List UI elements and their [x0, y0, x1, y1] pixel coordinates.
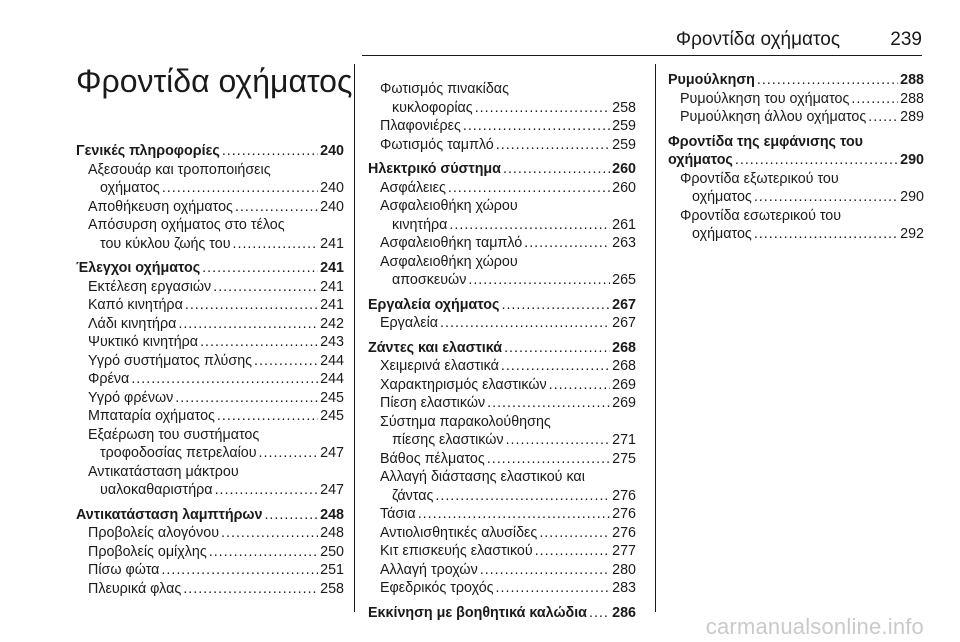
- toc-entry-page: 258: [612, 99, 636, 116]
- toc-entry[interactable]: [368, 216, 636, 235]
- toc-entry-title: Έλεγχοι οχήματος: [76, 260, 201, 276]
- toc-entry[interactable]: [368, 413, 636, 432]
- toc-entry[interactable]: [368, 253, 636, 272]
- toc-section-entry[interactable]: [368, 604, 636, 623]
- toc-entry-title: Βάθος πέλματος: [380, 450, 485, 467]
- toc-entry[interactable]: [76, 389, 344, 408]
- toc-entry-page: 261: [612, 216, 636, 233]
- toc-entry[interactable]: [368, 394, 636, 413]
- dot-leader: [468, 271, 610, 290]
- toc-entry-title: Εφεδρικός τροχός: [380, 580, 494, 596]
- toc-entry-title: Πίεση ελαστικών: [380, 395, 486, 411]
- toc-entry-title: Ασφαλειοθήκη χώρου: [380, 198, 518, 214]
- dot-leader: [222, 142, 318, 161]
- toc-entry-title: Χειμερινά ελαστικά: [380, 358, 499, 374]
- dot-leader: [524, 234, 610, 253]
- toc-entry-page: 258: [320, 580, 344, 597]
- toc-entry-page: 250: [320, 543, 344, 560]
- dot-leader: [754, 225, 898, 244]
- toc-entry-title: του κύκλου ζωής του: [100, 235, 231, 252]
- dot-leader: [440, 314, 610, 333]
- toc-entry-title: Αλλαγή τροχών: [380, 561, 478, 578]
- toc-entry[interactable]: [76, 524, 344, 543]
- column-divider-1: [354, 64, 355, 612]
- toc-entry-page: 268: [612, 358, 636, 374]
- toc-entry-title: Χαρακτηρισμός ελαστικών: [380, 376, 547, 393]
- toc-entry[interactable]: [368, 271, 636, 290]
- toc-entry-page: 243: [320, 334, 344, 350]
- toc-entry-title: Εξαέρωση του συστήματος: [88, 426, 260, 443]
- toc-entry-page: 259: [612, 136, 636, 153]
- dot-leader: [209, 543, 318, 562]
- toc-entry-title: Ρυμούλκηση άλλου οχήματος: [680, 109, 867, 125]
- toc-entry-title: οχήματος: [100, 180, 160, 196]
- toc-entry-title: Σύστημα παρακολούθησης: [380, 413, 551, 430]
- toc-entry-page: 248: [320, 525, 344, 541]
- dot-leader: [757, 71, 898, 90]
- toc-section-entry[interactable]: [76, 142, 344, 161]
- dot-leader: [162, 179, 318, 198]
- toc-entry[interactable]: [76, 216, 344, 235]
- toc-entry-title: Πλαφονιέρες: [380, 118, 461, 134]
- toc-entry-title: υαλοκαθαριστήρα: [100, 482, 213, 498]
- toc-entry-title: Πίσω φώτα: [88, 562, 160, 578]
- toc-entry-title: Πλευρικά φλας: [88, 580, 182, 597]
- dot-leader: [175, 389, 318, 408]
- dot-leader: [183, 580, 318, 599]
- toc-entry-title: Αξεσουάρ και τροποποιήσεις: [88, 161, 271, 178]
- toc-entry[interactable]: [368, 136, 636, 155]
- toc-entry[interactable]: [76, 333, 344, 352]
- toc-entry[interactable]: [368, 524, 636, 543]
- toc-entry-title: Ρυμούλκηση: [668, 72, 755, 88]
- toc-column-1: [76, 142, 344, 598]
- toc-entry-title: Φροντίδα εξωτερικού του: [680, 170, 839, 187]
- dot-leader: [221, 524, 318, 543]
- dot-leader: [418, 505, 610, 524]
- dot-leader: [549, 376, 611, 395]
- toc-entry-title: Εκκίνηση με βοηθητικά καλώδια: [368, 604, 587, 621]
- toc-section-entry[interactable]: [368, 160, 636, 179]
- toc-entry[interactable]: [76, 370, 344, 389]
- toc-entry-title: Ρυμούλκηση του οχήματος: [680, 90, 850, 107]
- dot-leader: [264, 506, 318, 525]
- toc-entry-page: 244: [320, 371, 344, 387]
- toc-entry-page: 267: [612, 315, 636, 331]
- toc-entry-page: 265: [612, 272, 636, 288]
- dot-leader: [217, 407, 318, 426]
- toc-entry-page: 240: [320, 143, 344, 159]
- toc-entry[interactable]: [368, 179, 636, 198]
- toc-entry-page: 241: [320, 260, 344, 276]
- dot-leader: [480, 561, 610, 580]
- dot-leader: [449, 216, 610, 235]
- dot-leader: [754, 188, 898, 207]
- toc-entry[interactable]: [368, 117, 636, 136]
- dot-leader: [233, 235, 319, 254]
- toc-entry-page: 269: [612, 376, 636, 393]
- toc-entry-page: 240: [320, 198, 344, 215]
- dot-leader: [501, 357, 610, 376]
- dot-leader: [254, 352, 318, 371]
- toc-entry[interactable]: [76, 161, 344, 180]
- dot-leader: [504, 339, 610, 358]
- toc-entry-title: Αντικατάσταση λαμπτήρων: [76, 506, 263, 523]
- toc-entry-page: 271: [612, 432, 636, 448]
- dot-leader: [435, 487, 610, 506]
- toc-entry[interactable]: [368, 99, 636, 118]
- toc-entry-page: 290: [900, 152, 924, 168]
- toc-entry[interactable]: [76, 315, 344, 334]
- toc-entry[interactable]: [76, 463, 344, 482]
- toc-entry[interactable]: [76, 235, 344, 254]
- toc-entry-title: Τάσια: [380, 506, 416, 522]
- toc-entry[interactable]: [368, 357, 636, 376]
- toc-entry-page: 288: [900, 90, 924, 107]
- dot-leader: [487, 394, 610, 413]
- toc-entry[interactable]: [76, 426, 344, 445]
- toc-entry-page: 260: [612, 161, 636, 177]
- toc-entry-page: 245: [320, 389, 344, 406]
- toc-entry-title: Εργαλεία οχήματος: [368, 296, 500, 313]
- toc-entry-title: κινητήρα: [392, 216, 448, 233]
- toc-entry-page: 263: [612, 235, 636, 251]
- dot-leader: [213, 278, 318, 297]
- toc-entry-page: 280: [612, 561, 636, 578]
- toc-entry-page: 290: [900, 189, 924, 205]
- toc-column-2: [368, 80, 636, 622]
- toc-entry-title: Φροντίδα εσωτερικού του: [680, 207, 842, 224]
- toc-entry-title: Λάδι κινητήρα: [88, 315, 177, 332]
- dot-leader: [161, 561, 318, 580]
- toc-entry-page: 251: [320, 562, 344, 578]
- toc-entry[interactable]: [368, 197, 636, 216]
- header-rule: [362, 55, 922, 56]
- toc-entry-title: Ψυκτικό κινητήρα: [88, 334, 199, 350]
- toc-entry-title: Φωτισμός ταμπλό: [380, 136, 494, 153]
- dot-leader: [496, 136, 610, 155]
- dot-leader: [487, 450, 610, 469]
- toc-entry-title: Υγρό φρένων: [88, 389, 174, 406]
- toc-section-entry[interactable]: [76, 506, 344, 525]
- toc-entry[interactable]: [368, 376, 636, 395]
- toc-entry[interactable]: [368, 505, 636, 524]
- toc-entry-page: 268: [612, 339, 636, 356]
- toc-entry-title: Αντικατάσταση μάκτρου: [88, 463, 239, 480]
- toc-entry-page: 267: [612, 296, 636, 313]
- toc-entry[interactable]: [668, 170, 924, 189]
- dot-leader: [215, 481, 319, 500]
- chapter-title: Φροντίδα οχήματος: [76, 63, 353, 99]
- toc-entry[interactable]: [76, 352, 344, 371]
- toc-entry-page: 260: [612, 179, 636, 196]
- toc-entry-page: 292: [900, 226, 924, 242]
- dot-leader: [506, 431, 611, 450]
- toc-entry-title: Αποθήκευση οχήματος: [88, 198, 233, 215]
- toc-entry-page: 276: [612, 524, 636, 541]
- toc-entry-title: Ασφαλειοθήκη χώρου: [380, 253, 518, 270]
- toc-entry[interactable]: [368, 579, 636, 598]
- toc-entry-page: 244: [320, 352, 344, 369]
- toc-section-entry[interactable]: [76, 259, 344, 278]
- toc-entry[interactable]: [76, 198, 344, 217]
- toc-entry[interactable]: [76, 407, 344, 426]
- toc-entry-title: Φρένα: [88, 371, 130, 387]
- toc-entry-title: κυκλοφορίας: [392, 99, 473, 116]
- dot-leader: [503, 160, 610, 179]
- toc-entry-title: τροφοδοσίας πετρελαίου: [100, 445, 257, 461]
- toc-entry[interactable]: [76, 561, 344, 580]
- toc-entry-title: ζάντας: [392, 487, 434, 504]
- toc-entry[interactable]: [368, 487, 636, 506]
- toc-entry[interactable]: [668, 188, 924, 207]
- toc-entry[interactable]: [76, 296, 344, 315]
- toc-section-entry[interactable]: [368, 339, 636, 358]
- toc-entry-title: Προβολείς αλογόνου: [88, 525, 220, 541]
- toc-entry-title: οχήματος: [692, 226, 752, 242]
- toc-entry-page: 286: [612, 604, 636, 621]
- toc-entry-page: 241: [320, 235, 344, 252]
- toc-entry-title: Κιτ επισκευής ελαστικού: [380, 543, 533, 559]
- toc-entry-page: 247: [320, 482, 344, 498]
- dot-leader: [868, 108, 898, 127]
- dot-leader: [851, 90, 898, 109]
- toc-entry-page: 247: [320, 445, 344, 461]
- toc-entry[interactable]: [76, 580, 344, 599]
- dot-leader: [131, 370, 318, 389]
- toc-entry-page: 240: [320, 180, 344, 196]
- toc-entry[interactable]: [368, 234, 636, 253]
- toc-entry[interactable]: [368, 431, 636, 450]
- column-divider-2: [655, 64, 656, 612]
- toc-entry-page: 277: [612, 543, 636, 559]
- toc-entry-title: Ζάντες και ελαστικά: [368, 339, 503, 356]
- dot-leader: [202, 259, 318, 278]
- toc-entry[interactable]: [368, 314, 636, 333]
- toc-entry-title: Απόσυρση οχήματος στο τέλος: [88, 217, 285, 233]
- toc-entry-title: Καπό κινητήρα: [88, 297, 183, 313]
- toc-entry-title: Υγρό συστήματος πλύσης: [88, 352, 253, 369]
- dot-leader: [539, 524, 610, 543]
- dot-leader: [463, 117, 610, 136]
- toc-entry[interactable]: [668, 225, 924, 244]
- toc-entry-page: 276: [612, 487, 636, 504]
- page-header: [0, 0, 960, 60]
- toc-entry-title: αποσκευών: [392, 272, 467, 288]
- toc-section-entry[interactable]: [668, 151, 924, 170]
- dot-leader: [501, 296, 610, 315]
- toc-entry-title: οχήματος: [668, 152, 733, 168]
- toc-entry[interactable]: [368, 450, 636, 469]
- toc-entry[interactable]: [368, 542, 636, 561]
- toc-column-3: [668, 71, 924, 244]
- toc-entry-page: 276: [612, 506, 636, 522]
- toc-entry-title: Φροντίδα της εμφάνισης του: [668, 133, 863, 150]
- toc-entry[interactable]: [668, 207, 924, 226]
- toc-entry-page: 275: [612, 450, 636, 467]
- dot-leader: [185, 296, 318, 315]
- toc-entry-page: 248: [320, 506, 344, 523]
- dot-leader: [535, 542, 610, 561]
- toc-entry-page: 289: [900, 109, 924, 125]
- toc-entry-title: Αντιολισθητικές αλυσίδες: [380, 524, 538, 541]
- dot-leader: [178, 315, 318, 334]
- toc-entry-title: Ασφαλειοθήκη ταμπλό: [380, 235, 523, 251]
- toc-entry-page: 283: [612, 580, 636, 596]
- dot-leader: [589, 604, 610, 623]
- toc-entry-page: 288: [900, 72, 924, 88]
- toc-entry-page: 242: [320, 315, 344, 332]
- toc-entry-page: 241: [320, 297, 344, 313]
- dot-leader: [259, 444, 319, 463]
- watermark: carmanualsonline.info: [705, 614, 924, 639]
- running-title: Φροντίδα οχήματος: [675, 29, 840, 50]
- toc-section-entry[interactable]: [668, 71, 924, 90]
- toc-entry-title: Εκτέλεση εργασιών: [88, 278, 212, 295]
- toc-entry-title: πίεσης ελαστικών: [392, 432, 504, 448]
- toc-entry-title: Προβολείς ομίχλης: [88, 543, 207, 560]
- toc-entry[interactable]: [668, 90, 924, 109]
- dot-leader: [496, 579, 611, 598]
- toc-entry[interactable]: [368, 468, 636, 487]
- toc-section-entry[interactable]: [668, 133, 924, 152]
- toc-entry-page: 245: [320, 408, 344, 424]
- toc-entry-page: 269: [612, 395, 636, 411]
- toc-entry-title: Εργαλεία: [380, 315, 439, 331]
- dot-leader: [448, 179, 610, 198]
- toc-entry[interactable]: [668, 108, 924, 127]
- page-number: 239: [890, 29, 922, 50]
- toc-entry[interactable]: [76, 278, 344, 297]
- dot-leader: [735, 151, 898, 170]
- toc-entry-title: Γενικές πληροφορίες: [76, 143, 220, 159]
- dot-leader: [235, 198, 318, 217]
- toc-entry-page: 241: [320, 278, 344, 295]
- toc-entry[interactable]: [76, 543, 344, 562]
- toc-entry-title: Ηλεκτρικό σύστημα: [368, 161, 501, 177]
- toc-entry[interactable]: [76, 179, 344, 198]
- dot-leader: [475, 99, 610, 118]
- toc-entry-page: 259: [612, 118, 636, 134]
- toc-entry[interactable]: [76, 481, 344, 500]
- toc-entry[interactable]: [76, 444, 344, 463]
- dot-leader: [200, 333, 318, 352]
- toc-entry-title: Ασφάλειες: [380, 179, 446, 196]
- toc-entry-title: Φωτισμός πινακίδας: [380, 81, 509, 97]
- toc-entry[interactable]: [368, 80, 636, 99]
- toc-entry-title: οχήματος: [692, 189, 752, 205]
- toc-entry[interactable]: [368, 561, 636, 580]
- toc-section-entry[interactable]: [368, 296, 636, 315]
- toc-entry-title: Μπαταρία οχήματος: [88, 408, 215, 424]
- toc-entry-title: Αλλαγή διάστασης ελαστικού και: [380, 469, 585, 485]
